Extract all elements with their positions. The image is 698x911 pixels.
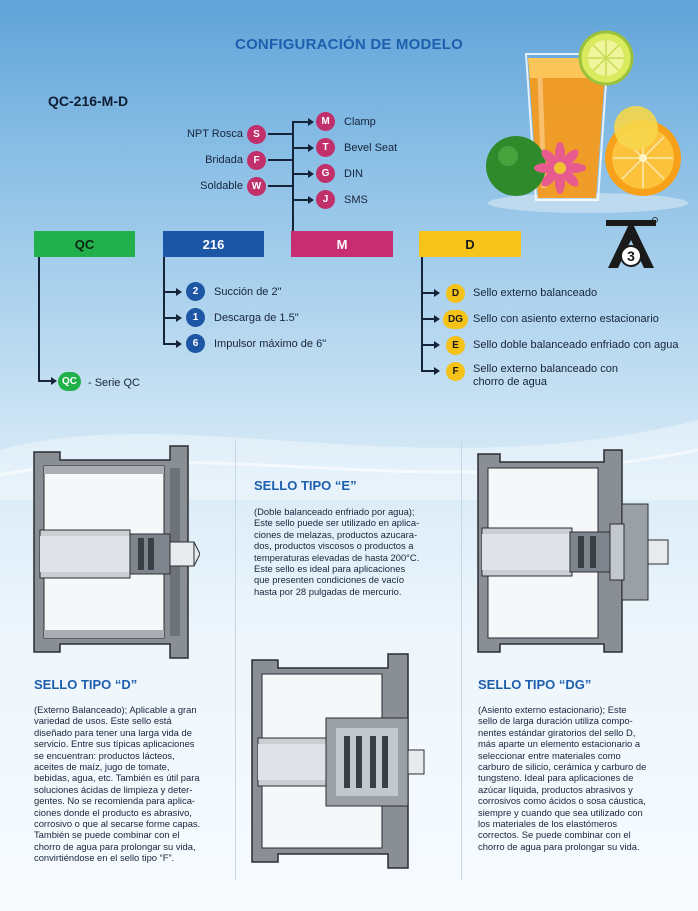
seal-label-dg: Sello con asiento externo estacionario [473, 313, 659, 325]
option-label-bridada: Bridada [205, 154, 243, 166]
option-label-bevel-seat: Bevel Seat [344, 142, 398, 154]
svg-text:3: 3 [627, 248, 635, 264]
option-badge-f: F [247, 151, 266, 170]
seal-label-e: Sello doble balanceado enfriado con agua [473, 339, 679, 351]
seal-dg-drawing [474, 448, 674, 658]
size-badge-2: 2 [186, 282, 205, 301]
option-badge-t: T [316, 138, 335, 157]
option-label-npt: NPT Rosca [186, 128, 243, 140]
option-label-sms: SMS [344, 194, 368, 206]
option-badge-w: W [247, 177, 266, 196]
size-badge-6: 6 [186, 334, 205, 353]
seal-e-drawing [248, 646, 428, 878]
option-label-soldable: Soldable [200, 180, 243, 192]
option-badge-g: G [316, 164, 335, 183]
series-label: - Serie QC [88, 377, 140, 389]
model-code: QC-216-M-D [48, 93, 129, 109]
section-text-e: (Doble balanceado enfriado por agua); Este sello puede ser utilizado en aplica- ciones de melazas, productos azucara- dos, productos viscosos o productos a temperaturas elevadas de hasta 200°C. Este sello es ideal para aplicaciones que presenten condiciones de vacío hasta por 28 pulgadas de mercurio. [254, 506, 420, 597]
seal-badge-d: D [446, 284, 465, 303]
seal-badge-e: E [446, 336, 465, 355]
option-badge-s: S [247, 125, 266, 144]
option-label-din: DIN [344, 168, 363, 180]
series-badge-qc: QC [58, 372, 81, 391]
seal-d-drawing [30, 438, 200, 670]
option-badge-j: J [316, 190, 335, 209]
seal-label-f-line2: chorro de agua [473, 376, 547, 388]
code-bar-216: 216 [163, 231, 264, 257]
seal-label-d: Sello externo balanceado [473, 287, 598, 299]
seal-badge-f: F [446, 362, 465, 381]
code-bar-d: D [419, 231, 521, 257]
seal-badge-dg: DG [443, 310, 468, 329]
size-label-descarga: Descarga de 1.5" [214, 312, 299, 324]
brand-logo [604, 216, 658, 272]
size-label-impulsor: Impulsor máximo de 6" [214, 338, 327, 350]
section-text-dg: (Asiento externo estacionario); Este sello de larga duración utiliza compo- nentes estándar giratorios del sello D, más aparte un elemento estacionario a seleccionar entre materiales como carburo de silicio, cerámica y carburo de tungsteno. Ideal para aplicaciones de azúcar líquida, productos abrasivos y corrosivos como ácidos o sosa cáustica, siempre y cuando que sea utilizado con los materiales de los elastómeros correctos. Se puede combinar con el chorro de agua para prolongar su vida. [478, 704, 647, 852]
section-text-d: (Externo Balanceado); Aplicable a gran variedad de usos. Este sello está diseñado para tener una larga vida de servicio. Entre sus típicas aplicaciones se encuentran: productos lácteos, aceites de maíz, jugo de tomate, bebidas, agua, etc. También es útil para soluciones ácidas de limpieza y deter- gentes. No se recomienda para aplica- ciones donde el producto es abrasivo, corrosivo o que al secarse forme capas. También se puede combinar con el chorro de agua para prolongar su vida, convirtiéndose en el sello tipo “F”. [34, 704, 201, 864]
seal-label-f: Sello externo balanceado con [473, 363, 618, 375]
option-badge-m: M [316, 112, 335, 131]
section-title-dg: SELLO TIPO “DG” [478, 677, 592, 692]
code-bar-qc: QC [34, 231, 135, 257]
section-title-d: SELLO TIPO “D” [34, 677, 138, 692]
juice-fruit-illustration [478, 18, 698, 218]
code-bar-m: M [291, 231, 393, 257]
page-title: CONFIGURACIÓN DE MODELO [235, 36, 463, 53]
option-label-clamp: Clamp [344, 116, 376, 128]
size-label-succion: Succión de 2" [214, 286, 282, 298]
size-badge-1: 1 [186, 308, 205, 327]
section-title-e: SELLO TIPO “E” [254, 478, 357, 493]
